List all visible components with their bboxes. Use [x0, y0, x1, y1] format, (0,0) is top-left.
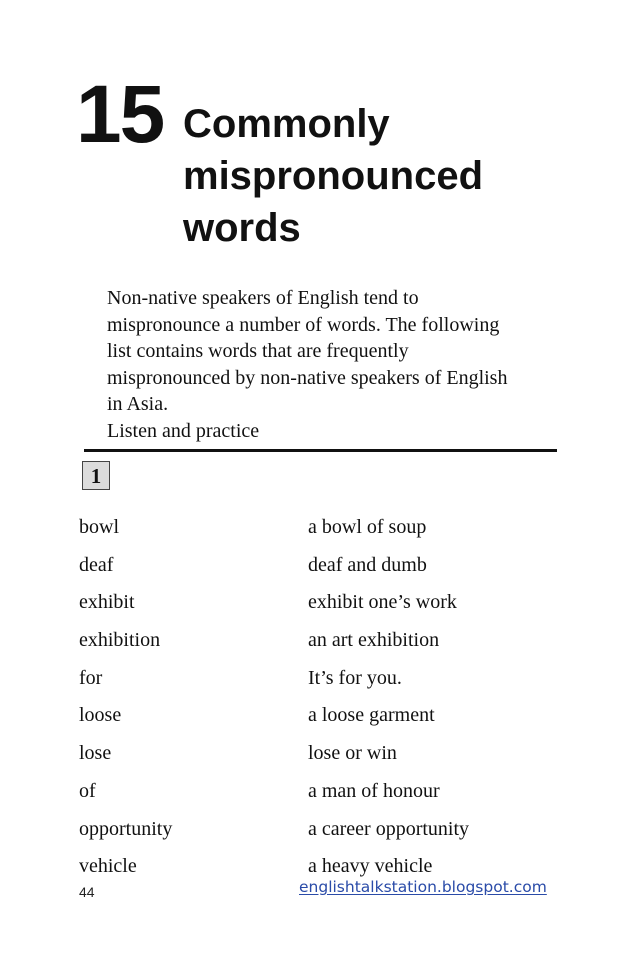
chapter-title-line: mispronounced [183, 154, 484, 198]
list-item [79, 554, 579, 592]
word: lose [79, 742, 112, 765]
source-link[interactable]: englishtalkstation.blogspot.com [299, 878, 547, 896]
list-item [79, 818, 579, 856]
section-divider [84, 449, 557, 452]
word-list [79, 516, 579, 893]
word: vehicle [79, 855, 137, 878]
example-phrase: a man of honour [308, 779, 440, 802]
example-phrase: a heavy vehicle [308, 855, 433, 878]
word: bowl [79, 516, 119, 538]
word: deaf [79, 553, 114, 576]
intro-line: Non-native speakers of English tend to [107, 287, 419, 309]
word: opportunity [79, 817, 173, 840]
example-phrase: deaf and dumb [308, 553, 427, 576]
list-item [79, 516, 579, 554]
chapter-number: 15 [76, 69, 164, 160]
intro-paragraph [107, 285, 577, 444]
example-phrase: exhibit one’s work [308, 591, 457, 614]
list-item [79, 742, 579, 780]
intro-instruction: Listen and practice [107, 419, 260, 442]
intro-line: mispronounced by non-native speakers of English [107, 366, 508, 389]
chapter-title-line: words [183, 206, 301, 250]
example-phrase: an art exhibition [308, 629, 440, 652]
word: exhibition [79, 629, 161, 652]
chapter-title [183, 98, 603, 254]
list-item [79, 591, 579, 629]
section-number: 1 [82, 461, 110, 490]
intro-line: mispronounce a number of words. The following [107, 313, 500, 336]
intro-line: list contains words that are frequently [107, 340, 409, 362]
intro-line: in Asia. [107, 393, 169, 415]
list-item [79, 629, 579, 667]
example-phrase: a bowl of soup [308, 516, 427, 538]
word: exhibit [79, 591, 135, 614]
section-badge [82, 461, 110, 490]
list-item [79, 704, 579, 742]
example-phrase: a career opportunity [308, 817, 470, 840]
example-phrase: It’s for you. [308, 666, 402, 689]
example-phrase: a loose garment [308, 704, 435, 727]
list-item [79, 667, 579, 705]
chapter-title-line: Commonly [183, 102, 390, 146]
word: loose [79, 704, 122, 727]
word: of [79, 779, 96, 802]
word: for [79, 666, 103, 689]
example-phrase: lose or win [308, 742, 397, 765]
page-number: 44 [79, 884, 95, 900]
list-item [79, 780, 579, 818]
